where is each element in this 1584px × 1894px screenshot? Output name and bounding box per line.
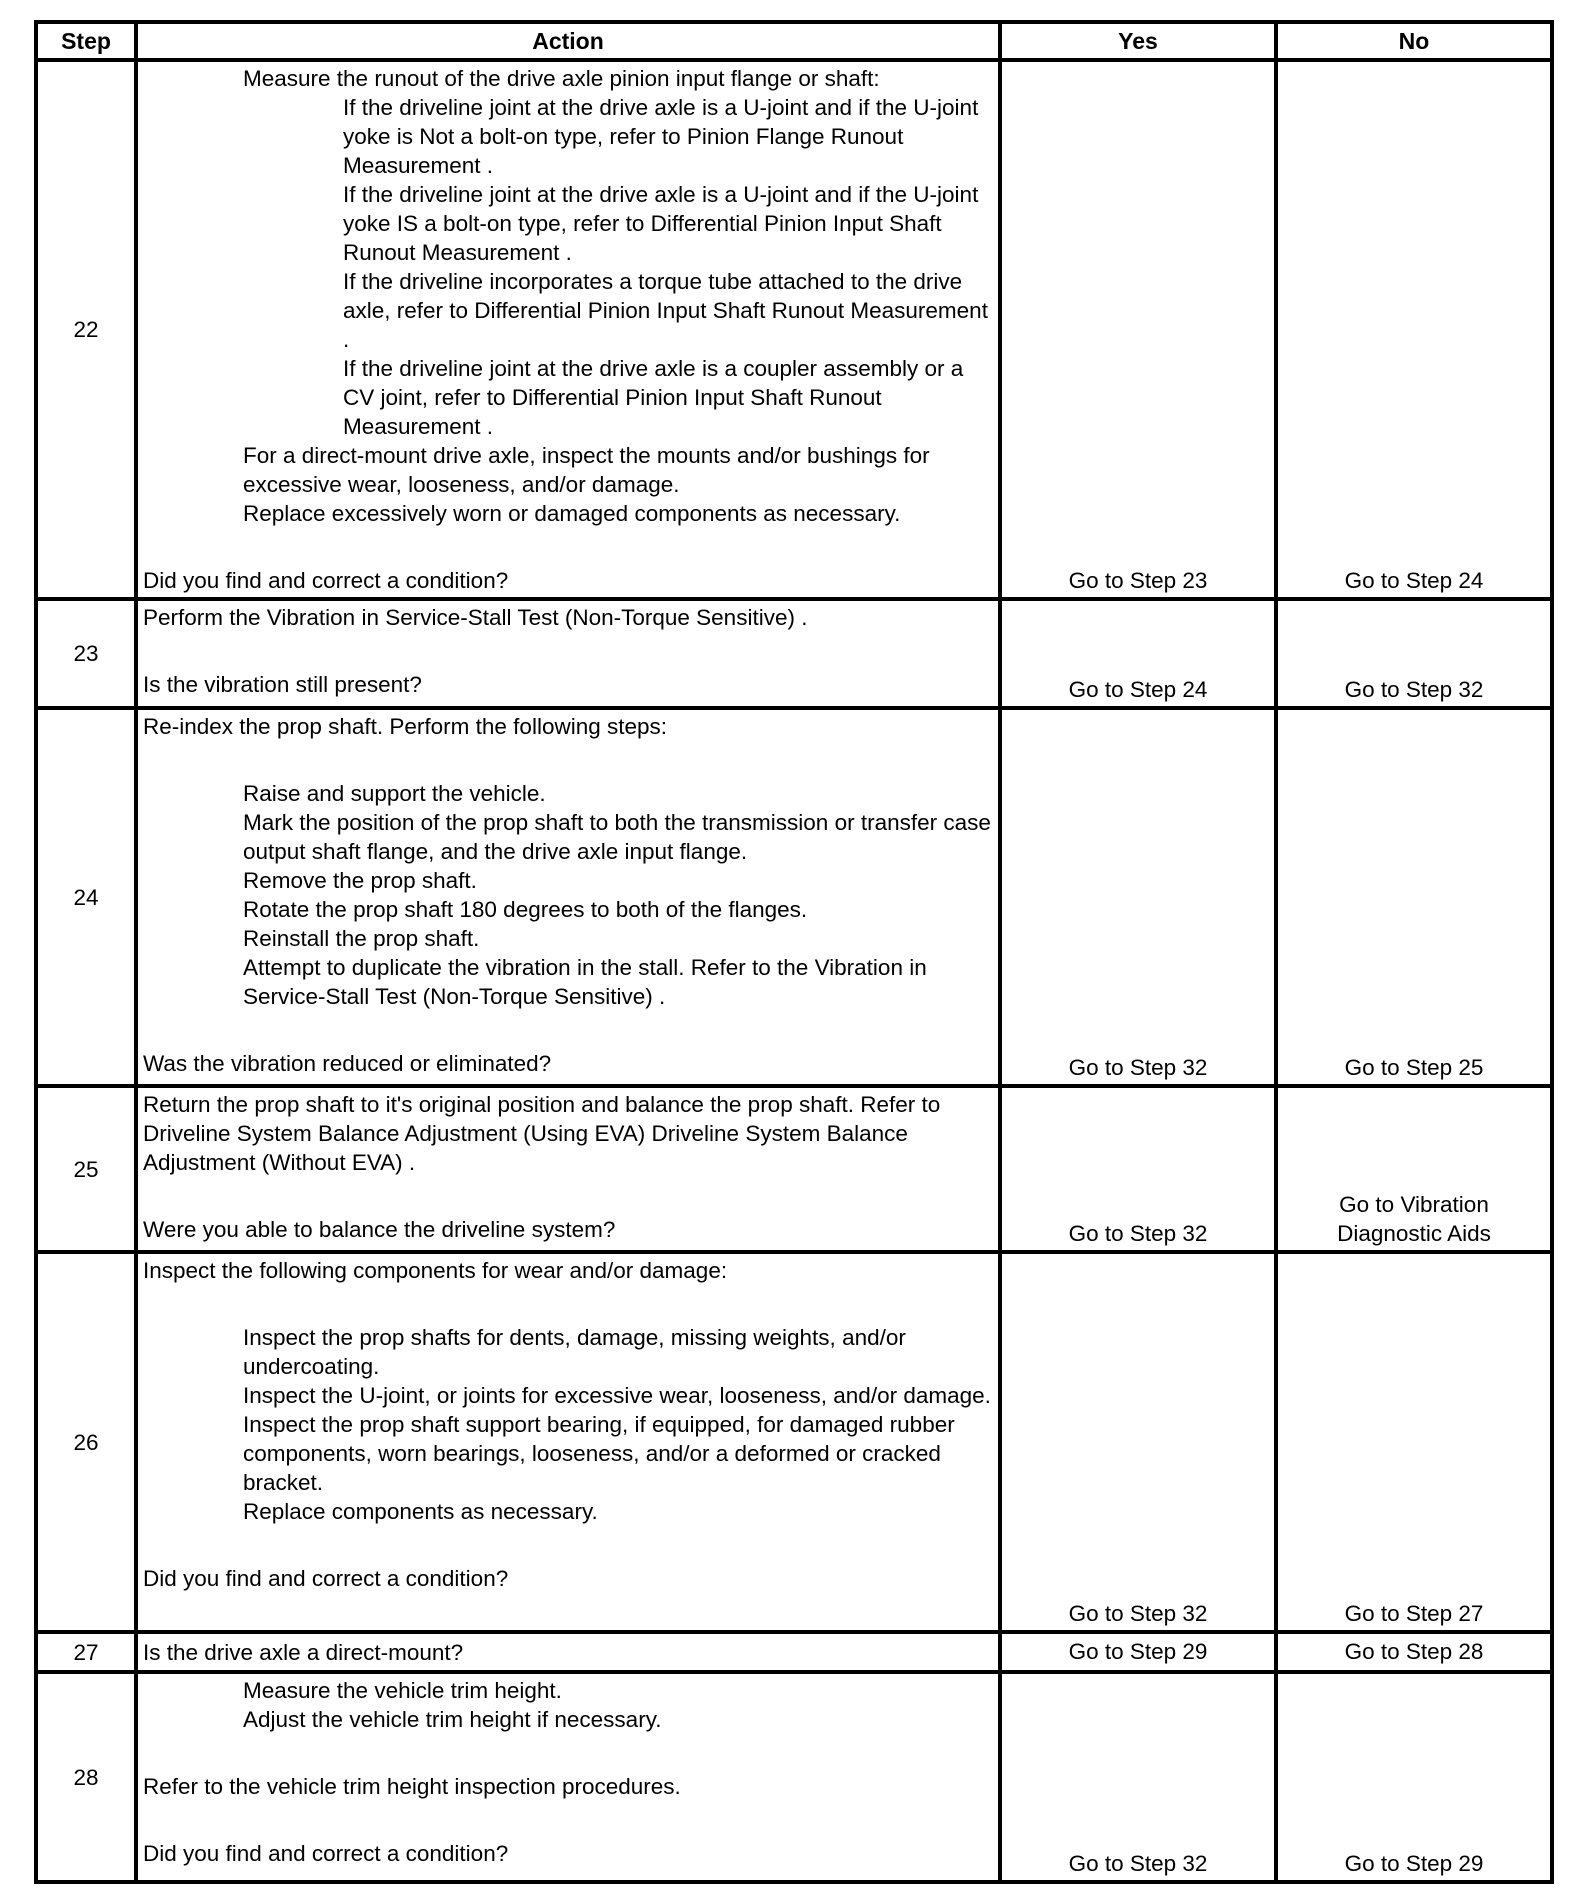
action-cell	[136, 1632, 1000, 1672]
action-item: Reinstall the prop shaft.	[243, 926, 480, 951]
action-question: Is the drive axle a direct-mount?	[143, 1639, 464, 1665]
action-text: Refer to the vehicle trim height inspection procedures.	[143, 1774, 681, 1799]
yes-result: Go to Step 23	[1000, 60, 1276, 599]
table-row	[36, 1086, 1552, 1252]
table-row	[36, 1252, 1552, 1632]
action-question: Did you find and correct a condition?	[143, 1566, 509, 1591]
table-row	[36, 599, 1552, 708]
action-item: Attempt to duplicate the vibration in the stall. Refer to the Vibration in Service-Stall Test (Non-Torque Sensitive) .	[243, 955, 927, 1009]
yes-result: Go to Step 29	[1000, 1632, 1276, 1672]
no-result: Go to Step 25	[1276, 708, 1552, 1086]
table-row	[36, 60, 1552, 599]
step-number: 23	[36, 599, 136, 708]
step-number: 28	[36, 1672, 136, 1882]
no-result: Go to Step 29	[1276, 1672, 1552, 1882]
action-item: Raise and support the vehicle.	[243, 781, 546, 806]
action-question: Were you able to balance the driveline system?	[143, 1217, 616, 1242]
header-action: Action	[136, 22, 1000, 60]
action-subitem: If the driveline joint at the drive axle is a U-joint and if the U-joint yoke is Not a bolt-on type, refer to Pinion Flange Runout Measurement .	[343, 95, 979, 178]
header-step: Step	[36, 22, 136, 60]
action-text: Re-index the prop shaft. Perform the following steps:	[143, 714, 668, 739]
no-result: Go to Step 27	[1276, 1252, 1552, 1632]
action-item: Mark the position of the prop shaft to both the transmission or transfer case output shaft flange, and the drive axle input flange.	[243, 810, 991, 864]
action-question: Did you find and correct a condition?	[143, 1841, 509, 1866]
action-cell	[136, 599, 1000, 708]
action-question: Did you find and correct a condition?	[143, 568, 509, 593]
action-text: Inspect the following components for wear and/or damage:	[143, 1258, 728, 1283]
action-item: Adjust the vehicle trim height if necessary.	[243, 1707, 662, 1732]
step-number: 27	[36, 1632, 136, 1672]
header-no: No	[1276, 22, 1552, 60]
no-result: Go to Vibration Diagnostic Aids	[1276, 1086, 1552, 1252]
action-item: Inspect the prop shaft support bearing, if equipped, for damaged rubber components, worn bearings, looseness, and/or a deformed or cracked bracket.	[243, 1412, 955, 1495]
action-text: Perform the Vibration in Service-Stall Test (Non-Torque Sensitive) .	[143, 605, 808, 630]
action-cell	[136, 60, 1000, 599]
action-subitem: If the driveline joint at the drive axle is a coupler assembly or a CV joint, refer to Differential Pinion Input Shaft Runout Measurement .	[343, 356, 964, 439]
action-item: Inspect the U-joint, or joints for excessive wear, looseness, and/or damage.	[243, 1383, 991, 1408]
action-item: Measure the vehicle trim height.	[243, 1678, 562, 1703]
action-cell	[136, 708, 1000, 1086]
header-row	[36, 22, 1552, 60]
no-result: Go to Step 24	[1276, 60, 1552, 599]
action-cell	[136, 1086, 1000, 1252]
action-item: Replace components as necessary.	[243, 1499, 598, 1524]
action-subitem: If the driveline incorporates a torque tube attached to the drive axle, refer to Differential Pinion Input Shaft Runout Measurement .	[343, 269, 988, 352]
no-result: Go to Step 32	[1276, 599, 1552, 708]
action-item: Remove the prop shaft.	[243, 868, 477, 893]
table-row	[36, 1672, 1552, 1882]
step-number: 26	[36, 1252, 136, 1632]
yes-result: Go to Step 32	[1000, 1252, 1276, 1632]
header-yes: Yes	[1000, 22, 1276, 60]
step-number: 24	[36, 708, 136, 1086]
yes-result: Go to Step 24	[1000, 599, 1276, 708]
action-cell	[136, 1252, 1000, 1632]
step-number: 25	[36, 1086, 136, 1252]
action-item: Replace excessively worn or damaged components as necessary.	[243, 501, 901, 526]
action-question: Is the vibration still present?	[143, 672, 422, 697]
action-item: Rotate the prop shaft 180 degrees to both of the flanges.	[243, 897, 808, 922]
no-result: Go to Step 28	[1276, 1632, 1552, 1672]
yes-result: Go to Step 32	[1000, 1086, 1276, 1252]
yes-result: Go to Step 32	[1000, 708, 1276, 1086]
yes-result: Go to Step 32	[1000, 1672, 1276, 1882]
diagnostic-table	[34, 20, 1554, 1884]
action-text: Measure the runout of the drive axle pinion input flange or shaft:	[243, 66, 880, 91]
action-item: For a direct-mount drive axle, inspect the mounts and/or bushings for excessive wear, looseness, and/or damage.	[243, 443, 930, 497]
action-question: Was the vibration reduced or eliminated?	[143, 1051, 552, 1076]
action-subitem: If the driveline joint at the drive axle is a U-joint and if the U-joint yoke IS a bolt-on type, refer to Differential Pinion Input Shaft Runout Measurement .	[343, 182, 979, 265]
action-cell	[136, 1672, 1000, 1882]
step-number: 22	[36, 60, 136, 599]
table-row	[36, 708, 1552, 1086]
action-item: Inspect the prop shafts for dents, damage, missing weights, and/or undercoating.	[243, 1325, 906, 1379]
table-row	[36, 1632, 1552, 1672]
action-text: Return the prop shaft to it's original position and balance the prop shaft. Refer to Driveline System Balance Adjustment (Using EVA) Driveline System Balance Adjustment (Without EVA) .	[143, 1092, 941, 1175]
